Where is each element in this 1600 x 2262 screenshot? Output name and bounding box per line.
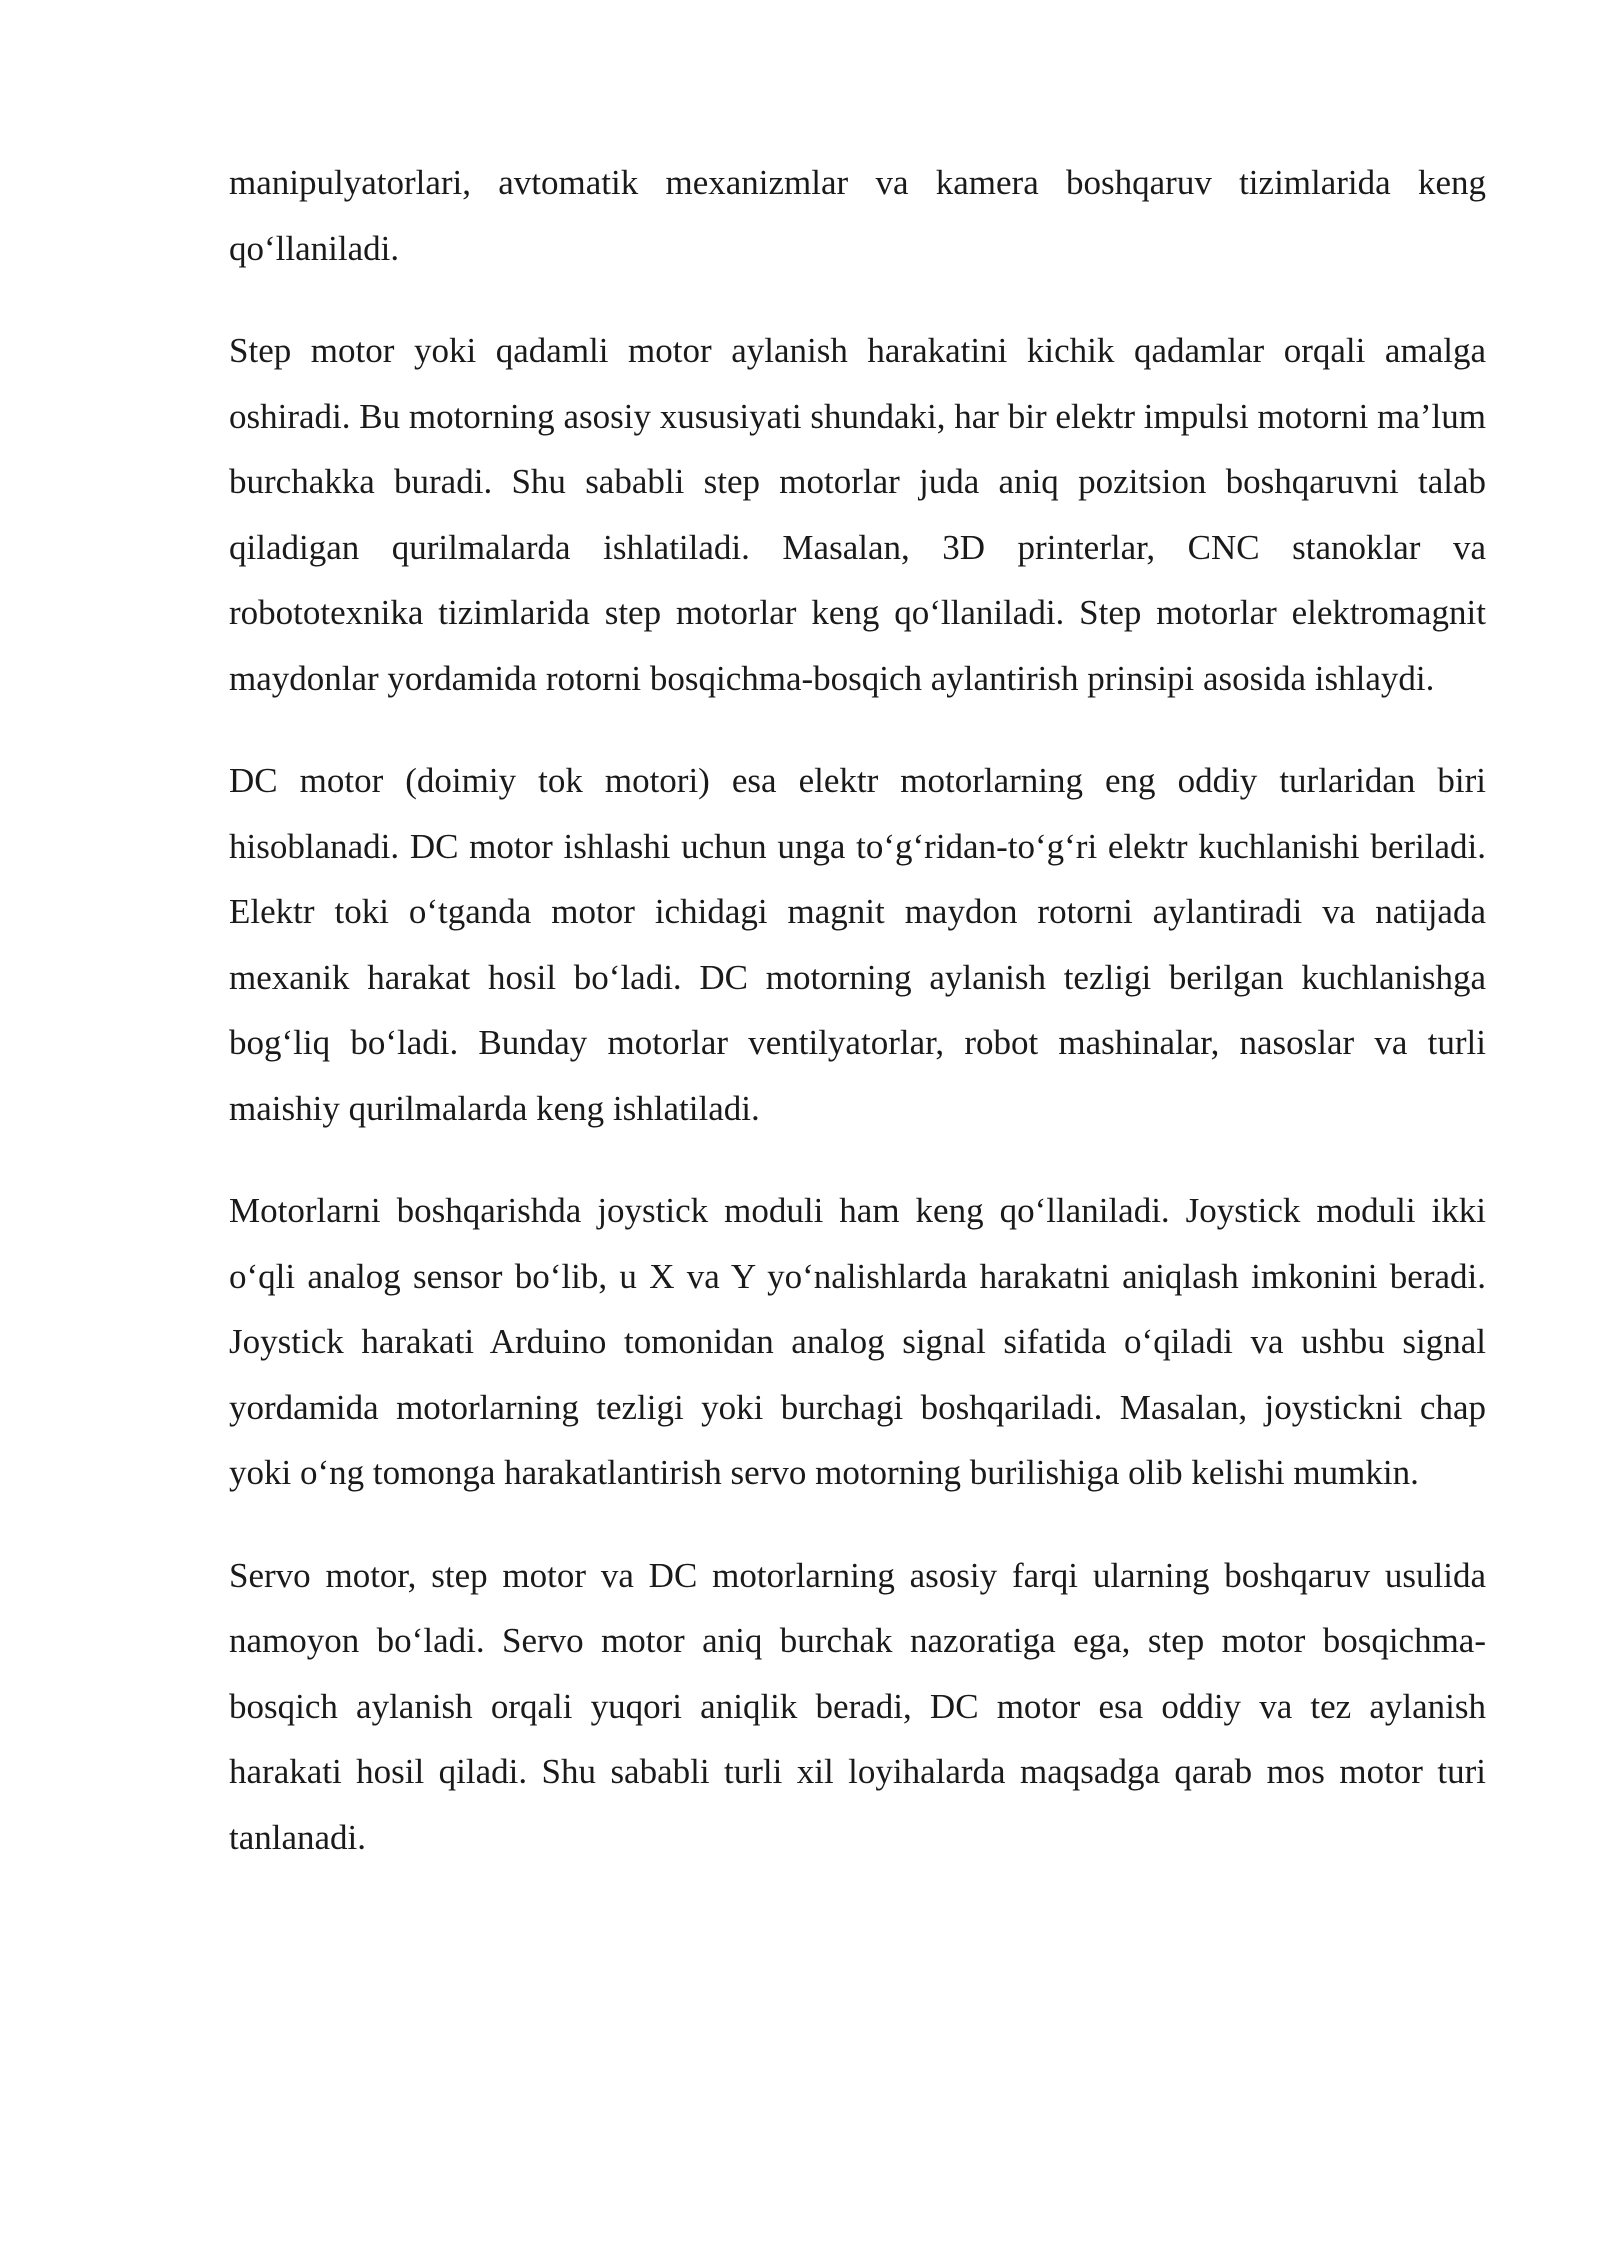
paragraph-step-motor: Step motor yoki qadamli motor aylanish harakatini kichik qadamlar orqali amalga oshiradi. Bu motorning asosiy xususiyati shundaki, har bir elektr impulsi motorni ma’lum burchakka buradi. Shu sababli step motorlar juda aniq pozitsion boshqaruvni talab qiladigan qurilmalarda ishlatiladi. Masalan, 3D printerlar, CNC stanoklar va robototexnika tizimlarida step motorlar keng qo‘llaniladi. Step motorlar elektromagnit maydonlar yordamida rotorni bosqichma-bosqich aylantirish prinsipi asosida ishlaydi. <box>229 331 1486 698</box>
paragraph-joystick-module: Motorlarni boshqarishda joystick moduli ham keng qo‘llaniladi. Joystick moduli ikki o‘qli analog sensor bo‘lib, u X va Y yo‘nalishlarda harakatni aniqlash imkonini beradi. Joystick harakati Arduino tomonidan analog signal sifatida o‘qiladi va ushbu signal yordamida motorlarning tezligi yoki burchagi boshqariladi. Masalan, joystickni chap yoki o‘ng tomonga harakatlantirish servo motorning burilishiga olib kelishi mumkin. <box>229 1191 1486 1492</box>
paragraph-dc-motor: DC motor (doimiy tok motori) esa elektr motorlarning eng oddiy turlaridan biri hisoblanadi. DC motor ishlashi uchun unga to‘g‘ridan-to‘g‘ri elektr kuchlanishi beriladi. Elektr toki o‘tganda motor ichidagi magnit maydon rotorni aylantiradi va natijada mexanik harakat hosil bo‘ladi. DC motorning aylanish tezligi berilgan kuchlanishga bog‘liq bo‘ladi. Bunday motorlar ventilyatorlar, robot mashinalar, nasoslar va turli maishiy qurilmalarda keng ishlatiladi. <box>229 761 1486 1128</box>
document-body <box>229 150 1486 1870</box>
paragraph-motor-comparison: Servo motor, step motor va DC motorlarning asosiy farqi ularning boshqaruv usulida namoyon bo‘ladi. Servo motor aniq burchak nazoratiga ega, step motor bosqichma-bosqich aylanish orqali yuqori aniqlik beradi, DC motor esa oddiy va tez aylanish harakati hosil qiladi. Shu sababli turli xil loyihalarda maqsadga qarab mos motor turi tanlanadi. <box>229 1555 1486 1857</box>
paragraph-continuation: manipulyatorlari, avtomatik mexanizmlar va kamera boshqaruv tizimlarida keng qo‘llaniladi. <box>229 163 1486 268</box>
